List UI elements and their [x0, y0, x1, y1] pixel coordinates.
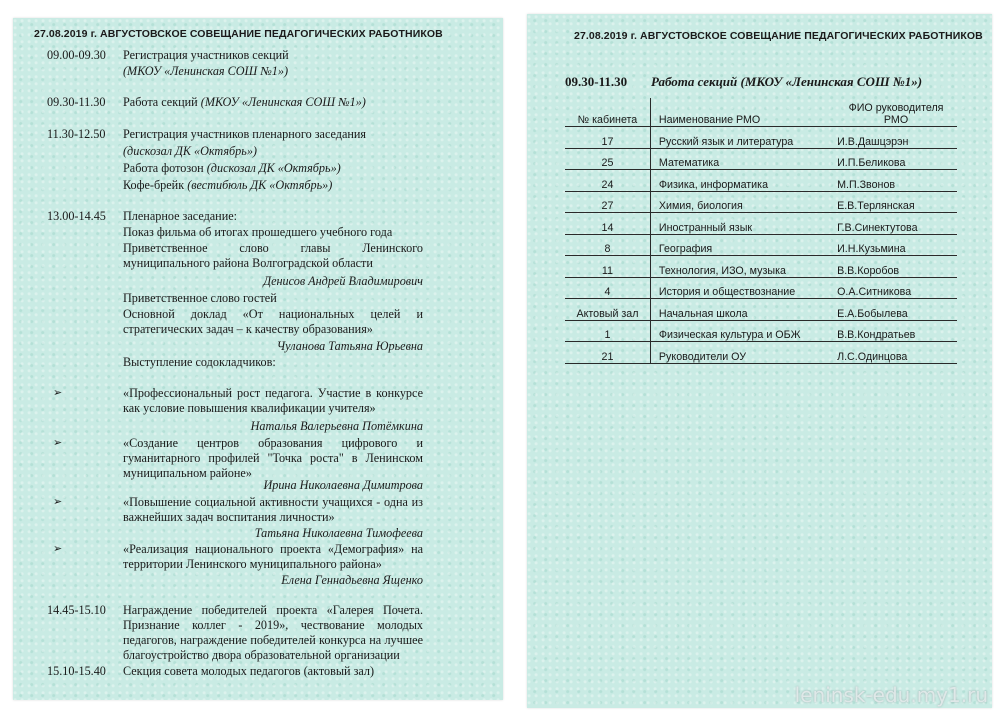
- schedule-item-text: Кофе-брейк (вестибюль ДК «Октябрь»): [123, 178, 333, 192]
- cell-leader: Г.В.Синектутова: [835, 213, 957, 235]
- cell-room: 27: [565, 191, 650, 213]
- cell-leader: Е.В.Терлянская: [835, 191, 957, 213]
- table-row: [565, 299, 957, 321]
- award-text: Награждение победителей проекта «Галерея Почета. Признание коллег - 2019», чествование молодых педагогов, награждение победителей конкурса на лучшее благоустройство двора образовательной организации: [123, 603, 423, 662]
- cell-leader: И.П.Беликова: [835, 148, 957, 170]
- cell-leader: И.Н.Кузьмина: [835, 234, 957, 256]
- cell-rmo: Физическая культура и ОБЖ: [650, 320, 835, 342]
- coreporters-heading: Выступление содокладчиков:: [123, 355, 276, 369]
- section-name: Работа секций (МКОУ «Ленинская СОШ №1»): [651, 74, 923, 89]
- cell-rmo: Технология, ИЗО, музыка: [650, 256, 835, 278]
- cell-rmo: Иностранный язык: [650, 213, 835, 235]
- cell-room: 21: [565, 342, 650, 364]
- right-page: [527, 14, 992, 708]
- bullet-arrow-icon: ➢: [53, 496, 63, 508]
- schedule-item-text: Регистрация участников секций: [123, 48, 289, 62]
- cell-room: Актовый зал: [565, 299, 650, 321]
- schedule-item-text: Работа секций (МКОУ «Ленинская СОШ №1»): [123, 95, 366, 109]
- cell-room: 11: [565, 256, 650, 278]
- speaker-name: Елена Геннадьевна Ященко: [281, 573, 423, 587]
- left-page: [13, 18, 503, 700]
- table-row: [565, 127, 957, 149]
- table-row: [565, 213, 957, 235]
- sections-table: [565, 98, 957, 364]
- section-title: [565, 74, 922, 90]
- schedule-item-text: Показ фильма об итогах прошедшего учебного года: [123, 225, 393, 239]
- schedule: [13, 18, 503, 700]
- schedule-item-text: Секция совета молодых педагогов (актовый зал): [123, 664, 375, 678]
- cell-leader: Е.А.Бобылева: [835, 299, 957, 321]
- cell-leader: Л.С.Одинцова: [835, 342, 957, 364]
- table-row: [565, 342, 957, 364]
- speaker-name: Ирина Николаевна Димитрова: [263, 478, 423, 492]
- bullet-text: «Профессиональный рост педагога. Участие в конкурсе как условие повышения квалификации учителя»: [123, 386, 423, 415]
- cell-rmo: География: [650, 234, 835, 256]
- cell-rmo: Химия, биология: [650, 191, 835, 213]
- speaker-name: Денисов Андрей Владимирович: [263, 274, 423, 288]
- col-header-leader: ФИО руководителя РМО: [835, 98, 957, 127]
- cell-leader: В.В.Кондратьев: [835, 320, 957, 342]
- time-slot: 11.30-12.50: [47, 127, 106, 141]
- table-body: [565, 127, 957, 364]
- speaker-name: Татьяна Николаевна Тимофеева: [254, 526, 423, 540]
- schedule-item-text: Работа фотозон (дискозал ДК «Октябрь»): [123, 161, 341, 175]
- col-header-rmo: Наименование РМО: [650, 98, 835, 127]
- table-row: [565, 277, 957, 299]
- time-slot: 14.45-15.10: [47, 603, 106, 617]
- cell-room: 4: [565, 277, 650, 299]
- table-row: [565, 234, 957, 256]
- speaker-name: Наталья Валерьевна Потёмкина: [250, 419, 423, 433]
- report-text: Основной доклад «От национальных целей и стратегических задач – к качеству образования»: [123, 307, 423, 336]
- schedule-item-text: Регистрация участников пленарного заседания: [123, 127, 367, 141]
- site-watermark: leninsk-edu.my1.ru: [794, 683, 988, 707]
- cell-leader: М.П.Звонов: [835, 170, 957, 192]
- table-row: [565, 191, 957, 213]
- bullet-arrow-icon: ➢: [53, 543, 63, 555]
- bullet-text: «Реализация национального проекта «Демография» на территории Ленинского муниципального района»: [123, 542, 423, 571]
- time-slot: 15.10-15.40: [47, 664, 106, 678]
- greeting-text: Приветственное слово гостей: [123, 291, 277, 305]
- schedule-item-text: Пленарное заседание:: [123, 209, 238, 223]
- cell-rmo: Начальная школа: [650, 299, 835, 321]
- cell-rmo: Математика: [650, 148, 835, 170]
- schedule-item-location: (дискозал ДК «Октябрь»): [123, 144, 257, 158]
- col-header-room: № кабинета: [565, 98, 650, 127]
- section-time: 09.30-11.30: [565, 74, 628, 89]
- cell-rmo: Физика, информатика: [650, 170, 835, 192]
- greeting-text: Приветственное слово главы Ленинского муниципального района Волгоградской области: [123, 241, 423, 270]
- bullet-arrow-icon: ➢: [53, 437, 63, 449]
- table-row: [565, 148, 957, 170]
- bullet-text: «Повышение социальной активности учащихся - одна из важнейших задач воспитания личности»: [123, 495, 423, 524]
- table-row: [565, 320, 957, 342]
- cell-rmo: Руководители ОУ: [650, 342, 835, 364]
- left-page-header: 27.08.2019 г. АВГУСТОВСКОЕ СОВЕЩАНИЕ ПЕДАГОГИЧЕСКИХ РАБОТНИКОВ: [34, 28, 443, 40]
- cell-leader: В.В.Коробов: [835, 256, 957, 278]
- cell-rmo: Русский язык и литература: [650, 127, 835, 149]
- cell-leader: О.А.Ситникова: [835, 277, 957, 299]
- cell-room: 17: [565, 127, 650, 149]
- time-slot: 09.00-09.30: [47, 48, 106, 62]
- right-page-header: 27.08.2019 г. АВГУСТОВСКОЕ СОВЕЩАНИЕ ПЕДАГОГИЧЕСКИХ РАБОТНИКОВ: [574, 30, 983, 42]
- cell-leader: И.В.Дашцэрэн: [835, 127, 957, 149]
- table-row: [565, 170, 957, 192]
- table-header-row: [565, 98, 957, 127]
- cell-room: 14: [565, 213, 650, 235]
- bullet-arrow-icon: ➢: [53, 387, 63, 399]
- speaker-name: Чуланова Татьяна Юрьевна: [276, 339, 423, 353]
- cell-room: 25: [565, 148, 650, 170]
- time-slot: 09.30-11.30: [47, 95, 106, 109]
- cell-rmo: История и обществознание: [650, 277, 835, 299]
- time-slot: 13.00-14.45: [47, 209, 106, 223]
- bullet-text: «Создание центров образования цифрового и гуманитарного профилей "Точка роста" в Ленинском муниципальном районе»: [123, 436, 423, 480]
- cell-room: 1: [565, 320, 650, 342]
- cell-room: 24: [565, 170, 650, 192]
- table-row: [565, 256, 957, 278]
- cell-room: 8: [565, 234, 650, 256]
- schedule-item-location: (МКОУ «Ленинская СОШ №1»): [123, 64, 289, 78]
